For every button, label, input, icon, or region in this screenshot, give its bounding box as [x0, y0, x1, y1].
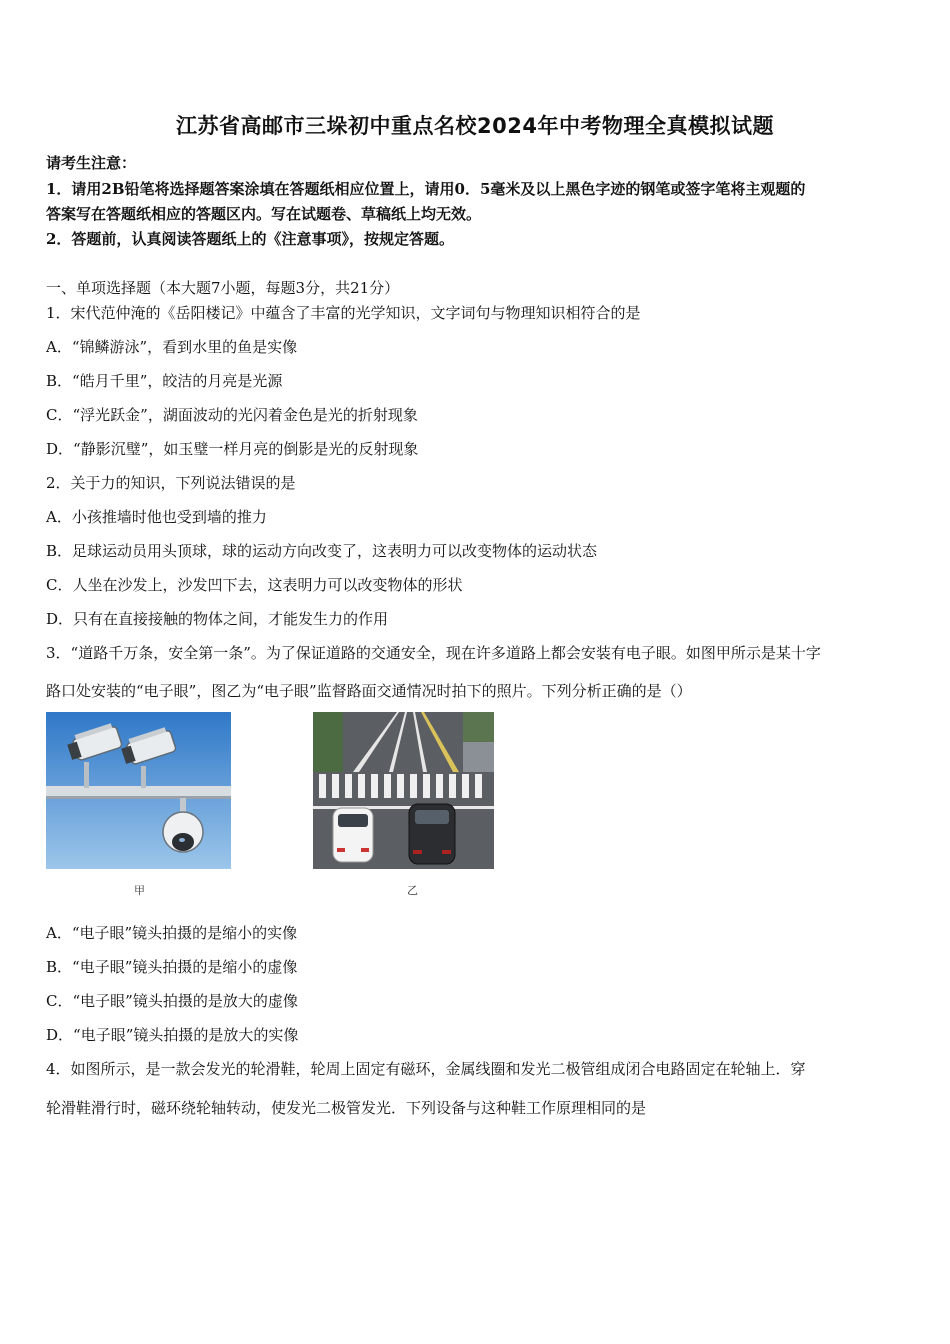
q2-option-a: A．小孩推墙时他也受到墙的推力	[46, 508, 267, 526]
page-title: 江苏省高邮市三垛初中重点名校2024年中考物理全真模拟试题	[176, 114, 774, 138]
question-3-stem-line2: 路口处安装的“电子眼”，图乙为“电子眼”监督路面交通情况时拍下的照片。下列分析正确的是（）	[46, 682, 692, 700]
q3-option-a: A．“电子眼”镜头拍摄的是缩小的实像	[46, 924, 298, 942]
figure-caption-b: 乙	[407, 884, 418, 897]
notice-heading: 请考生注意：	[46, 154, 137, 172]
notice-item: 1．请用2B铅笔将选择题答案涂填在答题纸相应位置上，请用0．5毫米及以上黑色字迹的钢笔或签字笔将主观题的	[46, 180, 806, 198]
q1-option-c: C．“浮光跃金”，湖面波动的光闪着金色是光的折射现象	[46, 406, 418, 424]
notice-item: 2．答题前，认真阅读答题纸上的《注意事项》，按规定答题。	[46, 230, 454, 248]
q2-option-b: B．足球运动员用头顶球，球的运动方向改变了，这表明力可以改变物体的运动状态	[46, 542, 598, 560]
road-intersection-illustration	[313, 712, 494, 869]
q3-option-d: D．“电子眼”镜头拍摄的是放大的实像	[46, 1026, 299, 1044]
q1-option-b: B．“皓月千里”，皎洁的月亮是光源	[46, 372, 283, 390]
q1-option-d: D．“静影沉璧”，如玉璧一样月亮的倒影是光的反射现象	[46, 440, 419, 458]
figure-caption-a: 甲	[134, 884, 145, 897]
figure-road-photo	[313, 712, 494, 869]
section-heading: 一、单项选择题（本大题7小题，每题3分，共21分）	[46, 279, 400, 297]
question-4-stem-line2: 轮滑鞋滑行时，磁环绕轮轴转动，使发光二极管发光．下列设备与这种鞋工作原理相同的是	[46, 1099, 647, 1117]
q1-option-a: A．“锦鳞游泳”，看到水里的鱼是实像	[46, 338, 298, 356]
question-3-stem-line1: 3．“道路千万条，安全第一条”。为了保证道路的交通安全，现在许多道路上都会安装有电子眼。如图甲所示是某十字	[46, 644, 821, 662]
notice-item: 答案写在答题纸相应的答题区内。写在试题卷、草稿纸上均无效。	[46, 205, 482, 223]
question-4-stem-line1: 4．如图所示，是一款会发光的轮滑鞋，轮周上固定有磁环，金属线圈和发光二极管组成闭合电路固定在轮轴上．穿	[46, 1060, 806, 1078]
camera-pole-illustration	[46, 712, 231, 869]
figure-cameras-photo	[46, 712, 231, 869]
q3-option-c: C．“电子眼”镜头拍摄的是放大的虚像	[46, 992, 298, 1010]
question-2-stem: 2．关于力的知识，下列说法错误的是	[46, 474, 296, 492]
question-1-stem: 1．宋代范仲淹的《岳阳楼记》中蕴含了丰富的光学知识，文字词句与物理知识相符合的是	[46, 304, 641, 322]
q2-option-c: C．人坐在沙发上，沙发凹下去，这表明力可以改变物体的形状	[46, 576, 463, 594]
q2-option-d: D．只有在直接接触的物体之间，才能发生力的作用	[46, 610, 389, 628]
q3-option-b: B．“电子眼”镜头拍摄的是缩小的虚像	[46, 958, 298, 976]
